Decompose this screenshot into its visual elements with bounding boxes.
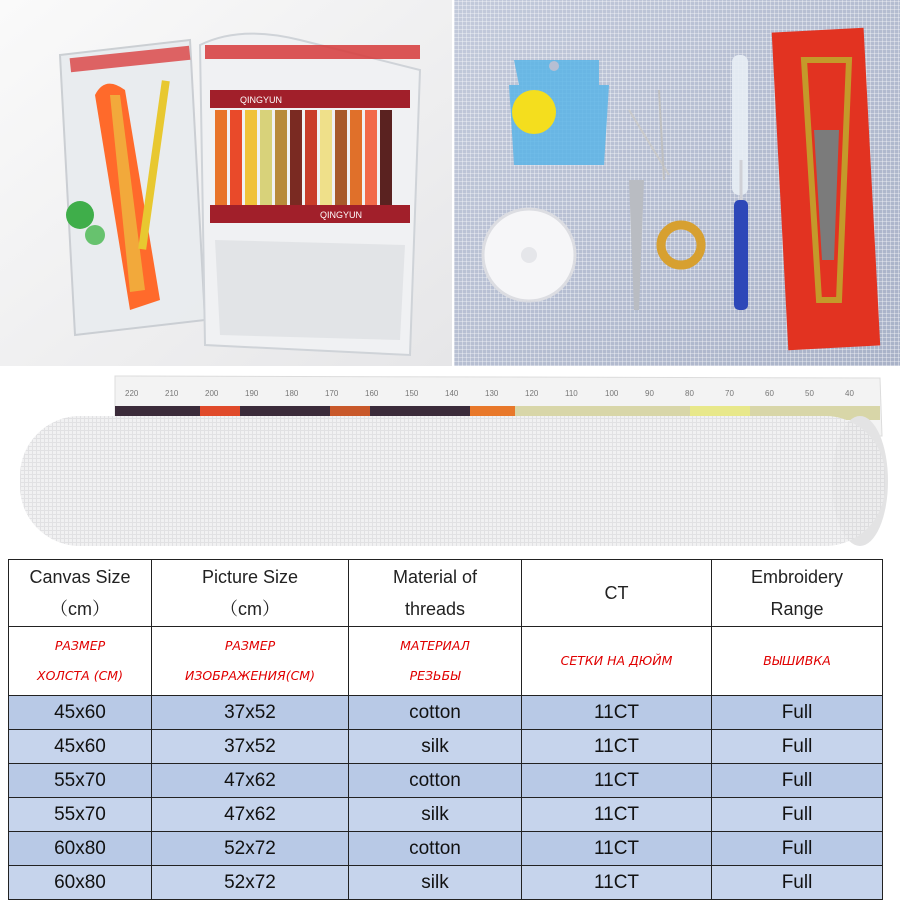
header-en-0 [9,560,152,627]
table-cell: cotton [349,832,522,866]
header-row-english [9,560,883,627]
rolled-canvas-photo [0,366,900,558]
thimble-icon [661,225,701,265]
table-cell: 55x70 [9,798,152,832]
size-spec-table [8,559,883,900]
table-cell: 52x72 [152,866,349,900]
header-en-text: Canvas Size [29,567,131,587]
ruler-mark: 150 [405,389,419,398]
header-ru-2 [349,627,522,696]
header-ru-4 [712,627,883,696]
ruler-mark: 40 [845,389,854,398]
table-cell: silk [349,866,522,900]
kit-bags-illustration [0,0,452,366]
table-cell: 45x60 [9,696,152,730]
header-en-text: Range [770,599,824,619]
ruler-mark: 130 [485,389,499,398]
header-en-4 [712,560,883,627]
ruler-mark: 70 [725,389,734,398]
header-en-2 [349,560,522,627]
yarn-ball-icon [512,90,556,134]
header-en-text: Embroidery [750,567,844,587]
header-ru-text: ИЗОБРАЖЕНИЯ(СМ) [185,668,315,683]
header-en-3 [522,560,712,627]
thread-brand-label-lower: QINGYUN [320,210,363,220]
header-ru-3 [522,627,712,696]
table-cell: cotton [349,696,522,730]
tools-illustration [454,0,900,366]
threads-bag [200,34,420,355]
table-cell: 11CT [522,866,712,900]
tools-photo [454,0,900,366]
header-en-text: Material of [392,567,478,587]
table-cell: 11CT [522,730,712,764]
table-cell: 47x62 [152,764,349,798]
header-en-text: Picture Size [201,567,299,587]
table-cell: 37x52 [152,730,349,764]
table-cell: Full [712,832,883,866]
table-cell: 11CT [522,832,712,866]
table-row [9,764,883,798]
table-cell: Full [712,764,883,798]
ruler-mark: 160 [365,389,379,398]
table-row [9,730,883,764]
table-row [9,696,883,730]
table-cell: silk [349,730,522,764]
threader-icon [629,180,644,310]
table-cell: 11CT [522,696,712,730]
spec-rows [9,696,883,900]
header-en-text: （cm） [220,599,280,619]
header-ru-0 [9,627,152,696]
header-ru-text: ВЫШИВКА [763,653,831,668]
header-en-text: （cm） [50,599,110,619]
header-en-text: threads [404,599,466,619]
ruler-mark: 190 [245,389,259,398]
table-cell: Full [712,866,883,900]
ruler-mark: 220 [125,389,139,398]
header-ru-text: РЕЗЬБЫ [409,668,461,683]
header-ru-text: РАЗМЕР [224,638,276,653]
ruler-mark: 120 [525,389,539,398]
rolled-canvas-illustration [0,366,900,558]
header-ru-text: МАТЕРИАЛ [400,638,470,653]
ruler-mark: 50 [805,389,814,398]
thread-brand-label: QINGYUN [240,95,283,105]
ruler-mark: 170 [325,389,339,398]
table-row [9,832,883,866]
kit-bags-photo [0,0,452,366]
header-row-russian [9,627,883,696]
tools-bag [60,40,205,335]
table-cell: 60x80 [9,866,152,900]
table-cell: Full [712,696,883,730]
header-ru-text: ХОЛСТА (СМ) [37,668,123,683]
table-row [9,866,883,900]
table-cell: 11CT [522,764,712,798]
table-cell: silk [349,798,522,832]
table-cell: Full [712,730,883,764]
ruler-mark: 100 [605,389,619,398]
table-cell: 60x80 [9,832,152,866]
table-cell: 11CT [522,798,712,832]
ruler-mark: 110 [565,389,578,398]
ruler-mark: 140 [445,389,459,398]
ruler-mark: 210 [165,389,179,398]
table-cell: cotton [349,764,522,798]
header-en-1 [152,560,349,627]
header-ru-text: РАЗМЕР [54,638,106,653]
seam-ripper-handle-icon [734,200,748,310]
table-cell: 37x52 [152,696,349,730]
ruler-mark: 180 [285,389,299,398]
needle-icon-2 [659,90,664,180]
table-row [9,798,883,832]
ruler-mark: 90 [645,389,654,398]
ruler-mark: 80 [685,389,694,398]
ruler-mark: 60 [765,389,774,398]
table-cell: 45x60 [9,730,152,764]
header-en-text: CT [604,583,629,603]
table-cell: 52x72 [152,832,349,866]
table-cell: Full [712,798,883,832]
header-ru-1 [152,627,349,696]
header-ru-text: СЕТКИ НА ДЮЙМ [560,653,673,668]
table-cell: 55x70 [9,764,152,798]
table-cell: 47x62 [152,798,349,832]
ruler-mark: 200 [205,389,219,398]
